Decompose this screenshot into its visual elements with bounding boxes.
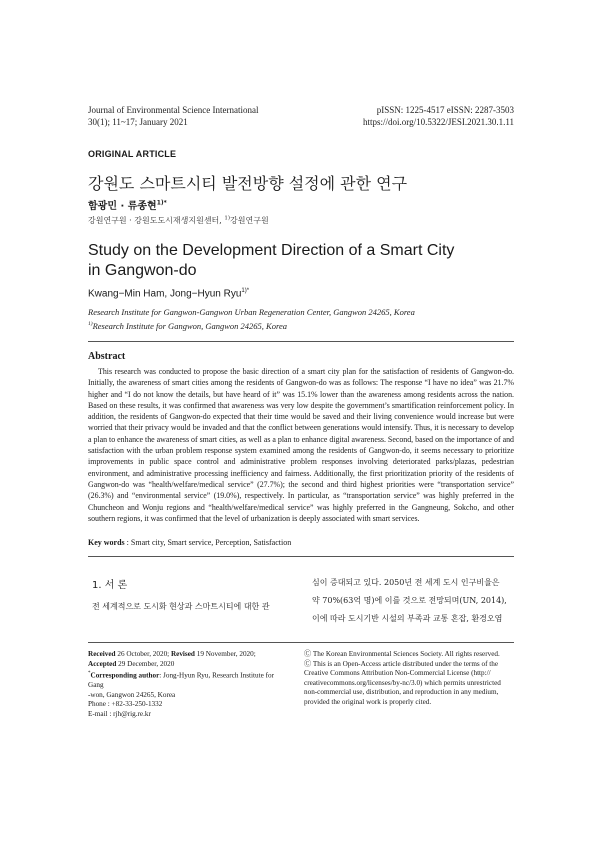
english-affiliations bbox=[88, 306, 415, 332]
email[interactable]: E-mail : rjh@rig.re.kr bbox=[88, 709, 151, 718]
oa-line-3[interactable]: creativecommons.org/licenses/by-nc/3.0) which permits unrestricted bbox=[304, 678, 501, 687]
korean-affiliation-a: 강원연구원 · 강원도도시재생지원센터, bbox=[88, 216, 225, 225]
article-type: ORIGINAL ARTICLE bbox=[88, 149, 177, 159]
divider-top bbox=[88, 341, 514, 342]
keywords bbox=[88, 538, 291, 547]
footer-dates-1 bbox=[88, 650, 288, 660]
keywords-label: Key words bbox=[88, 538, 125, 547]
journal-header-right bbox=[363, 104, 514, 128]
phone: Phone : +82-33-250-1332 bbox=[88, 700, 163, 709]
corresponding-author bbox=[88, 669, 288, 691]
korean-affiliation bbox=[88, 215, 269, 226]
accepted-label: Accepted bbox=[88, 659, 117, 668]
abstract-text: This research was conducted to propose the basic direction of a smart city plan for the satisfaction of residents of Gangwon-do. Initially, the awareness of smart cities among the residents of Gangwon-do was as follows: The response “I have no idea” was 21.7% higher and “I do not know the details, but have heard of it” was 15.1% lower than the awareness among residents across the nation. Based on these results, it was confirmed that awareness was very low despite the government’s smartification reinforcement policy. In addition, the residents of Gangwon-do expected that their time would be saved and their living convenience would increase but were worried that their privacy would be invaded and that the conflict between generations would intensify. Thus, it is necessary to develop a plan to enhance the awareness of smart cities, as well as a plan to enhance digital awareness. Second, based on the importance of and satisfaction with the urban problem response system examined among the residents of Gangwon-do, it seems necessary to prioritize improvements in public space control and administrative problem responses involving deteriorated parks/plazas, pedestrian environment, and administrative processing inefficiency and fairness. Additionally, the first prioritization priority of the residents of Gangwon-do was “health/welfare/medical service” (27.7%); the second and third highest priorities were “transportation service” (26.3%) and “environmental service” (19.0%), respectively. In particular, as “transportation service” was highly preferred in the Chuncheon and Wonju regions and “health/welfare/medical service” was highly preferred in the Gangneung, Sokcho, and other southern regions, it was confirmed that the level of urbanization is deeply associated with smart services. bbox=[88, 367, 514, 523]
korean-authors-sup: 1)* bbox=[156, 199, 167, 207]
korean-affiliation-sup: 1) bbox=[224, 215, 231, 222]
revised-label: Revised bbox=[170, 650, 195, 658]
received-label: Received bbox=[88, 650, 116, 658]
received-date: 26 October, 2020; bbox=[115, 650, 171, 658]
section-1-left-text: 전 세계적으로 도시화 현상과 스마트시티에 대한 관 bbox=[92, 602, 270, 611]
footer-dates-2 bbox=[88, 660, 288, 670]
corr-sup: * bbox=[88, 671, 91, 677]
corr-line-1: : Jong-Hyun Ryu, Research Institute for Gang bbox=[88, 671, 274, 690]
english-affiliation-2-sup: 1) bbox=[88, 321, 93, 327]
english-authors-sup: 1)* bbox=[241, 288, 250, 294]
section-1-right-line-1: 심이 증대되고 있다. 2050년 전 세계 도시 인구비율은 bbox=[312, 578, 500, 587]
divider-middle bbox=[88, 556, 514, 557]
oa-line-1: Ⓒ This is an Open-Access article distributed under the terms of the bbox=[304, 659, 499, 668]
revised-date: 19 November, 2020; bbox=[194, 650, 256, 658]
accepted-date: 29 December, 2020 bbox=[116, 659, 175, 668]
doi-link[interactable]: https://doi.org/10.5322/JESI.2021.30.1.11 bbox=[362, 117, 514, 127]
issn: pISSN: 1225-4517 eISSN: 2287-3503 bbox=[376, 105, 514, 115]
section-1-right-text bbox=[312, 574, 516, 628]
oa-line-2: Creative Commons Attribution Non-Commercial License (http:// bbox=[304, 669, 491, 678]
journal-name: Journal of Environmental Science International bbox=[88, 105, 259, 115]
copyright: Ⓒ The Korean Environmental Sciences Society. All rights reserved. bbox=[304, 650, 500, 658]
footer-left bbox=[88, 650, 288, 720]
section-1-right-line-2: 약 70%(63억 명)에 이를 것으로 전망되며(UN, 2014), bbox=[312, 596, 507, 605]
corr-label: Corresponding author bbox=[90, 671, 160, 680]
oa-line-4: non-commercial use, distribution, and reproduction in any medium, bbox=[304, 688, 499, 697]
keywords-text: : Smart city, Smart service, Perception, Satisfaction bbox=[124, 538, 292, 547]
english-affiliation-1: Research Institute for Gangwon-Gangwon Urban Regeneration Center, Gangwon 24265, Korea bbox=[88, 307, 415, 317]
english-authors-names: Kwang−Min Ham, Jong−Hyun Ryu bbox=[88, 288, 242, 300]
journal-header-left bbox=[88, 104, 258, 128]
section-1-heading: 1. 서 론 bbox=[92, 580, 128, 591]
oa-line-5: provided the original work is properly cited. bbox=[304, 697, 432, 706]
korean-authors bbox=[88, 197, 167, 212]
divider-footer bbox=[88, 642, 514, 643]
english-authors bbox=[88, 288, 249, 299]
corr-line-2: -won, Gangwon 24265, Korea bbox=[88, 690, 176, 699]
english-affiliation-2-line bbox=[88, 318, 415, 332]
english-affiliation-2: Research Institute for Gangwon, Gangwon 24265, Korea bbox=[92, 320, 287, 331]
section-1-right-line-3: 이에 따라 도시기반 시설의 부족과 교통 혼잡, 환경오염 bbox=[312, 614, 503, 623]
korean-title: 강원도 스마트시티 발전방향 설정에 관한 연구 bbox=[88, 174, 408, 193]
english-title: Study on the Development Direction of a Smart City in Gangwon-do bbox=[88, 242, 455, 279]
korean-affiliation-b: 강원연구원 bbox=[230, 216, 269, 225]
journal-issue: 30(1); 11~17; January 2021 bbox=[88, 117, 188, 127]
abstract-heading: Abstract bbox=[88, 351, 126, 362]
korean-authors-names: 함광민 · 류종현 bbox=[88, 201, 157, 212]
footer-right bbox=[304, 650, 516, 708]
